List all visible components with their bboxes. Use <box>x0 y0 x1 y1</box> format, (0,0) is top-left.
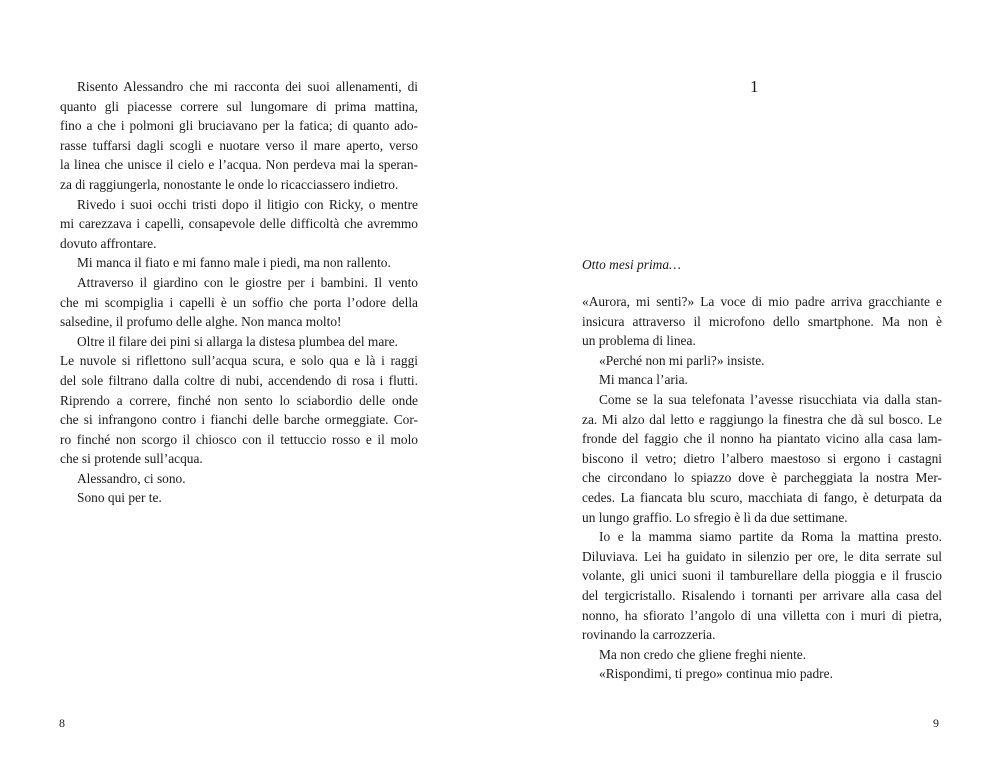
text-line: insicura attraverso il microfono dello smartphone. Ma non è <box>582 313 942 329</box>
text-line: Come se la sua telefonata l’avesse risucchiata via dalla stan- <box>599 391 942 407</box>
text-line: del sole filtrano dalla coltre di nubi, accendendo di rosa i flutti. <box>60 372 418 388</box>
chapter-epigraph: Otto mesi prima… <box>582 257 681 272</box>
text-line: la linea che unisce il cielo e l’acqua. Non perdeva mai la speran- <box>60 157 418 173</box>
text-line: salsedine, il profumo delle alghe. Non manca molto! <box>60 314 342 330</box>
text-line: Sono qui per te. <box>77 490 162 506</box>
text-line: «Aurora, mi senti?» La voce di mio padre arriva gracchiante e <box>582 294 942 309</box>
text-line: nonno, ha sfiorato l’angolo di una villetta con i muri di pietra, <box>582 607 942 623</box>
text-line: che si protende sull’acqua. <box>60 451 203 467</box>
text-line: Attraverso il giardino con le giostre per i bambini. Il vento <box>77 274 418 290</box>
text-line: dovuto affrontare. <box>60 235 157 251</box>
text-line: cedes. La fiancata blu scuro, macchiata di fango, è deturpata da <box>582 489 942 505</box>
text-line: Mi manca l’aria. <box>599 372 688 388</box>
text-line: «Perché non mi parli?» insiste. <box>599 352 765 368</box>
text-line: fino a che i polmoni gli bruciavano per la fatica; di quanto ado- <box>60 118 418 134</box>
text-line: Alessandro, ci sono. <box>77 470 186 486</box>
text-line: za di raggiungerla, nonostante le onde lo ricacciassero indietro. <box>60 176 399 192</box>
text-line: mi carezzava i capelli, consapevole delle difficoltà che avremmo <box>60 216 418 232</box>
text-line: za. Mi alzo dal letto e raggiungo la finestra che dà sul bosco. Le <box>582 411 942 427</box>
text-line: Diluviava. Lei ha guidato in silenzio per ore, le dita serrate sul <box>582 548 942 564</box>
text-line: Oltre il filare dei pini si allarga la distesa plumbea del mare. <box>77 333 399 349</box>
left-page-body <box>60 77 418 508</box>
page-number: 8 <box>59 716 65 730</box>
text-line: quanto gli piacesse correre sul lungomare di prima mattina, <box>60 98 418 114</box>
text-line: Rivedo i suoi occhi tristi dopo il litigio con Ricky, o mentre <box>77 196 418 212</box>
text-line: fronde del faggio che il nonno ha piantato vicino alla casa lam- <box>582 431 942 447</box>
text-line: Risento Alessandro che mi racconta dei suoi allenamenti, di <box>77 79 418 94</box>
text-line: un lungo graffio. Lo sfregio è lì da due settimane. <box>582 509 848 525</box>
text-line: Io e la mamma siamo partite da Roma la mattina presto. <box>599 529 942 545</box>
text-line: ro finché non scorgo il chiosco con il tettuccio rosso e il molo <box>60 431 418 447</box>
text-line: «Rispondimi, ti prego» continua mio padre. <box>599 666 833 682</box>
chapter-number: 1 <box>750 77 759 96</box>
text-line: rasse tuffarsi dagli scogli e nuotare verso il mare aperto, verso <box>60 137 418 153</box>
text-line: che mi scompiglia i capelli è un soffio che porta l’odore della <box>60 294 418 310</box>
text-line: Le nuvole si riflettono sull’acqua scura, e solo qua e là i raggi <box>60 353 418 369</box>
right-page-body <box>582 292 942 684</box>
text-line: un problema di linea. <box>582 333 696 349</box>
text-line: del tergicristallo. Risalendo i tornanti per arrivare alla casa del <box>582 587 942 603</box>
text-line: volante, gli unici suoni il tamburellare della pioggia e il fruscio <box>582 568 942 584</box>
right-page <box>500 0 1000 770</box>
text-line: Mi manca il fiato e mi fanno male i piedi, ma non rallento. <box>77 255 391 271</box>
text-line: Ma non credo che gliene freghi niente. <box>599 646 807 662</box>
text-line: che circondano lo spiazzo dove è parcheggiata la nostra Mer- <box>582 470 942 486</box>
text-line: rovinando la carrozzeria. <box>582 627 716 643</box>
text-line: che si infrangono contro i fianchi delle barche ormeggiate. Cor- <box>60 412 418 428</box>
page-number: 9 <box>933 716 939 730</box>
text-line: Riprendo a correre, finché non sento lo sciabordio delle onde <box>60 392 418 408</box>
text-line: biscono il vetro; dietro l’albero maestoso si ergono i castagni <box>582 450 942 466</box>
